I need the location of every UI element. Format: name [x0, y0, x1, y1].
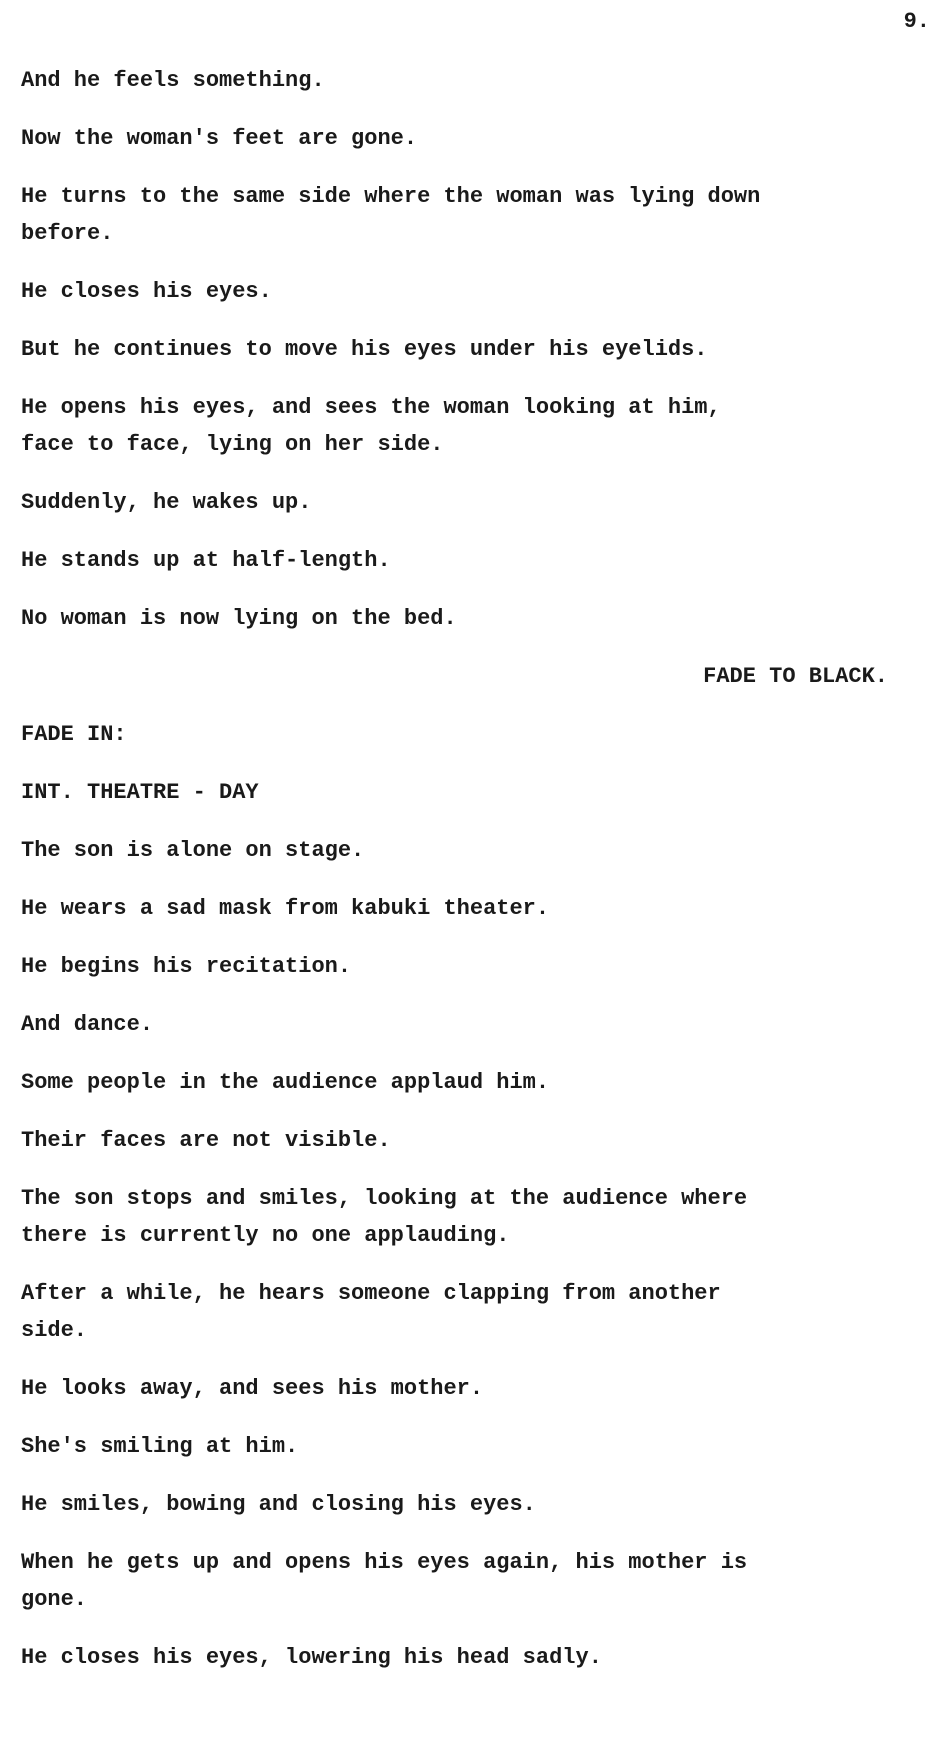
action-line: Now the woman's feet are gone. — [21, 126, 418, 151]
screenplay-body — [21, 62, 901, 1697]
action-line: The son is alone on stage. — [21, 838, 365, 863]
action-line: And dance. — [21, 1012, 154, 1037]
action-line: No woman is now lying on the bed. — [21, 606, 457, 631]
action-line: He closes his eyes, lowering his head sadly. — [21, 1645, 602, 1670]
transition-fade-in: FADE IN: — [21, 722, 127, 747]
action-line: He turns to the same side where the woman was lying down before. — [21, 184, 761, 246]
action-line: She's smiling at him. — [21, 1434, 299, 1459]
action-line: After a while, he hears someone clapping from another side. — [21, 1281, 721, 1343]
scene-heading: INT. THEATRE - DAY — [21, 780, 259, 805]
action-line: Their faces are not visible. — [21, 1128, 391, 1153]
action-line: He wears a sad mask from kabuki theater. — [21, 896, 550, 921]
action-line: Some people in the audience applaud him. — [21, 1070, 550, 1095]
action-line: When he gets up and opens his eyes again, his mother is gone. — [21, 1550, 748, 1612]
action-line: The son stops and smiles, looking at the audience where there is currently no one applauding. — [21, 1186, 748, 1248]
action-line: He smiles, bowing and closing his eyes. — [21, 1492, 536, 1517]
transition-fade-to-black: FADE TO BLACK. — [703, 664, 888, 689]
action-line: But he continues to move his eyes under his eyelids. — [21, 337, 708, 362]
action-line: He opens his eyes, and sees the woman looking at him, face to face, lying on her side. — [21, 395, 721, 457]
action-line: Suddenly, he wakes up. — [21, 490, 312, 515]
action-line: He begins his recitation. — [21, 954, 352, 979]
page-number: 9. — [903, 9, 930, 34]
action-line: He stands up at half-length. — [21, 548, 391, 573]
action-line: He closes his eyes. — [21, 279, 272, 304]
action-line: And he feels something. — [21, 68, 325, 93]
action-line: He looks away, and sees his mother. — [21, 1376, 484, 1401]
